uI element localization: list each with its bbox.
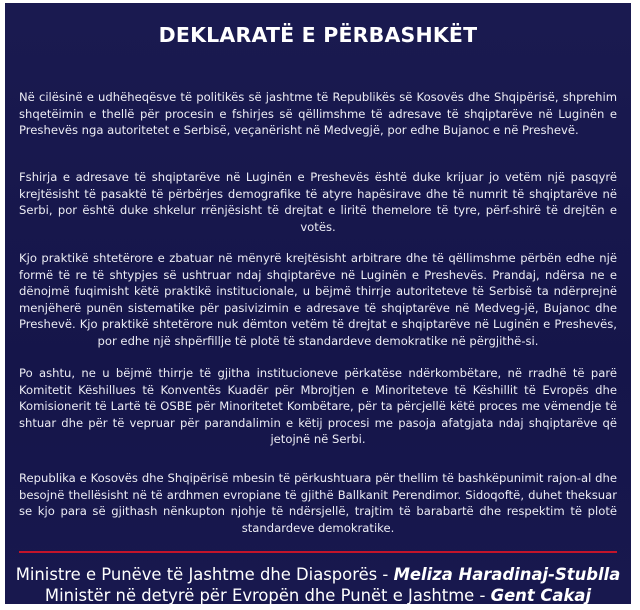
signature-role-2: Ministër në detyrë për Evropën dhe Punët e Jashtme - xyxy=(44,586,491,604)
document-title: DEKLARATË E PËRBASHKËT xyxy=(158,23,478,47)
signature-role-1: Ministre e Punëve të Jashtme dhe Diasporës - xyxy=(15,565,394,584)
signature-line-1 xyxy=(5,565,631,584)
paragraph-4: Po ashtu, ne u bëjmë thirrje të gjitha institucioneve përkatëse ndërkombëtare, në rradhë të parë Komitetit Këshillues të Konventës Kuadër për Mbrojtjen e Minoriteteve të Këshillit të Evropës dhe Komisionerit të Lartë të OSBE për Minoritetet Kombëtare, për ta përcjellë këtë proces me vëmendje të shtuar dhe për të vepruar për parandalimin e këtij procesi me pasoja afatgjata ndaj shqiptarëve që jetojnë në Serbi. xyxy=(19,366,617,447)
paragraph-2: Fshirja e adresave të shqiptarëve në Luginën e Preshevës është duke krijuar jo vetëm një pasqyrë krejtësisht të pasaktë të përbërjes demografike të atyre hapësirave dhe të numrit të shqiptarëve në Serbi, por është duke shkelur rrënjësisht të drejtat e liritë themelore të tyre, përf-shirë të drejtën e votës. xyxy=(19,170,617,234)
declaration-document xyxy=(5,3,631,604)
paragraph-1: Në cilësinë e udhëheqësve të politikës së jashtme të Republikës së Kosovës dhe Shqipërisë, shprehim shqetëimin e thellë për procesin e fshirjes së qëllimshme të adresave të shqiptarëve në Luginën e Preshevës nga autoritetet e Serbisë, veçanërisht në Medvegjë, por edhe Bujanoc e në Preshevë. xyxy=(19,90,617,138)
signature-line-2 xyxy=(5,586,631,604)
red-divider xyxy=(19,551,617,553)
signature-name-1: Meliza Haradinaj-Stublla xyxy=(393,565,621,584)
paragraph-5: Republika e Kosovës dhe Shqipërisë mbesin të përkushtuara për thellim të bashkëpunimit rajon-al dhe besojnë thellësisht në të ardhmen evropiane të gjithë Ballkanit Perendimor. Sidoqoftë, duhet theksuar se kjo para së gjithash nënkupton njohje të ndërsjellë, trajtim të barabartë dhe respektim të plotë standardeve demokratike. xyxy=(19,471,617,535)
paragraph-3: Kjo praktikë shtetërore e zbatuar në mënyrë krejtësisht arbitrare dhe të qëllimshme përbën edhe një formë të re të shtypjes së ushtruar ndaj shqiptarëve në Luginën e Preshevës. Prandaj, ndërsa ne e dënojmë fuqimisht këtë praktikë institucionale, u bëjmë thirrje autoriteteve të Serbisë ta ndërprejnë menjëherë punën sistematike për pasivizimin e adresave të shqiptarëve në Medveg-jë, Bujanoc dhe Preshevë. Kjo praktikë shtetërore nuk dëmton vetëm të drejtat e shqiptarëve në Luginën e Preshevës, por edhe një shpërfillje të plotë të standardeve demokratike në përgjithë-si. xyxy=(19,251,617,348)
signature-name-2: Gent Cakaj xyxy=(490,586,592,604)
